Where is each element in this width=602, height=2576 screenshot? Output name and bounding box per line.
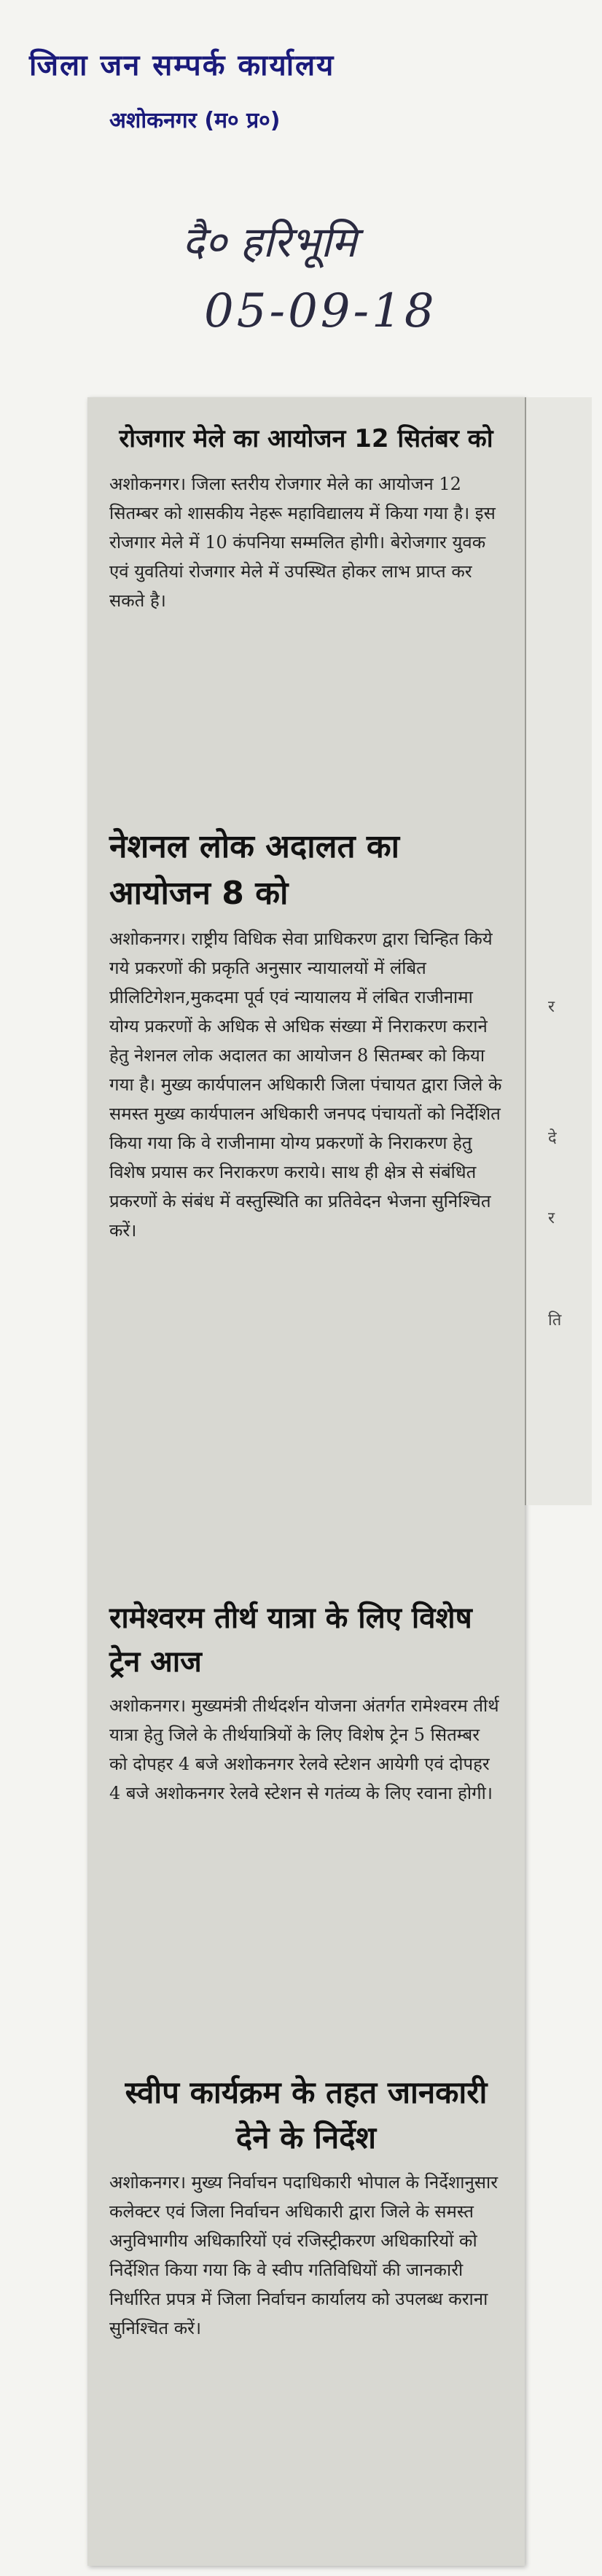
stamp-place: अशोकनगर (म० प्र०) xyxy=(109,108,281,133)
adjacent-column-strip xyxy=(525,397,592,1505)
article-sweep-program xyxy=(109,2070,503,2343)
side-fragment: दे xyxy=(548,1129,557,1147)
side-fragment: ति xyxy=(548,1311,562,1330)
article-headline: रामेश्वरम तीर्थ यात्रा के लिए विशेष ट्रेन आज xyxy=(109,1601,472,1679)
side-fragment: र xyxy=(548,998,555,1016)
article-employment-fair xyxy=(109,415,503,615)
article-rameshwaram-train xyxy=(109,1596,503,1808)
article-headline: रोजगार मेले का आयोजन 12 सितंबर को xyxy=(119,424,493,453)
article-headline: स्वीप कार्यक्रम के तहत जानकारी देने के निर्देश xyxy=(125,2075,488,2155)
stamp-office-name: जिला जन सम्पर्क कार्यालय xyxy=(29,49,335,82)
article-headline: नेशनल लोक अदालत का आयोजन 8 को xyxy=(109,828,400,912)
article-body: अशोकनगर। मुख्य निर्वाचन पदाधिकारी भोपाल के निर्देशानुसार कलेक्टर एवं जिला निर्वाचन अधिकारी द्वारा जिले के समस्त अनुविभागीय अधिकारियों एवं रजिस्ट्रीकरण अधिकारियों को निर्देशित किया गया कि वे स्वीप गतिविधियों की जानकारी निर्धारित प्रपत्र में जिला निर्वाचन कार्यालय को उपलब्ध कराना सुनिश्चित करें। xyxy=(109,2172,499,2338)
article-body: अशोकनगर। राष्ट्रीय विधिक सेवा प्राधिकरण द्वारा चिन्हित किये गये प्रकरणों की प्रकृति अनुसार न्यायालयों में लंबित प्रीलिटिगेशन,मुकदमा पूर्व एवं न्यायालय में लंबित राजीनामा योग्य प्रकरणों के अधिक से अधिक संख्या में निराकरण कराने हेतु नेशनल लोक अदालत का आयोजन 8 सितम्बर को किया गया है। मुख्य कार्यपालन अधिकारी जिला पंचायत द्वारा जिले के समस्त मुख्य कार्यपालन अधिकारी जनपद पंचायतों को निर्देशित किया गया कि वे राजीनामा योग्य प्रकरणों के निराकरण हेतु विशेष प्रयास कर निराकरण कराये। साथ ही क्षेत्र से संबंधित प्रकरणों के संबंध में वस्तुस्थिति का प्रतिवेदन भेजना सुनिश्चित करें। xyxy=(109,929,502,1241)
handwritten-newspaper-name: दै० हरिभूमि xyxy=(182,217,357,267)
office-stamp xyxy=(29,44,481,134)
handwritten-date: 05-09-18 xyxy=(204,284,437,338)
article-body: अशोकनगर। मुख्यमंत्री तीर्थदर्शन योजना अंतर्गत रामेश्वरम तीर्थ यात्रा हेतु जिले के तीर्थयात्रियों के लिए विशेष ट्रेन 5 सितम्बर को दोपहर 4 बजे अशोकनगर रेलवे स्टेशन आयेगी एवं दोपहर 4 बजे अशोकनगर रेलवे स्टेशन से गतंव्य के लिए रवाना होगी। xyxy=(109,1695,499,1803)
side-fragment: र xyxy=(548,1209,555,1227)
article-body: अशोकनगर। जिला स्तरीय रोजगार मेले का आयोजन 12 सितम्बर को शासकीय नेहरू महाविद्यालय में किया गया है। इस रोजगार मेले में 10 कंपनिया सम्मलित होगी। बेरोजगार युवक एवं युवतियां रोजगार मेले में उपस्थित होकर लाभ प्राप्त कर सकते है। xyxy=(109,474,496,611)
article-lok-adalat xyxy=(109,824,503,1245)
